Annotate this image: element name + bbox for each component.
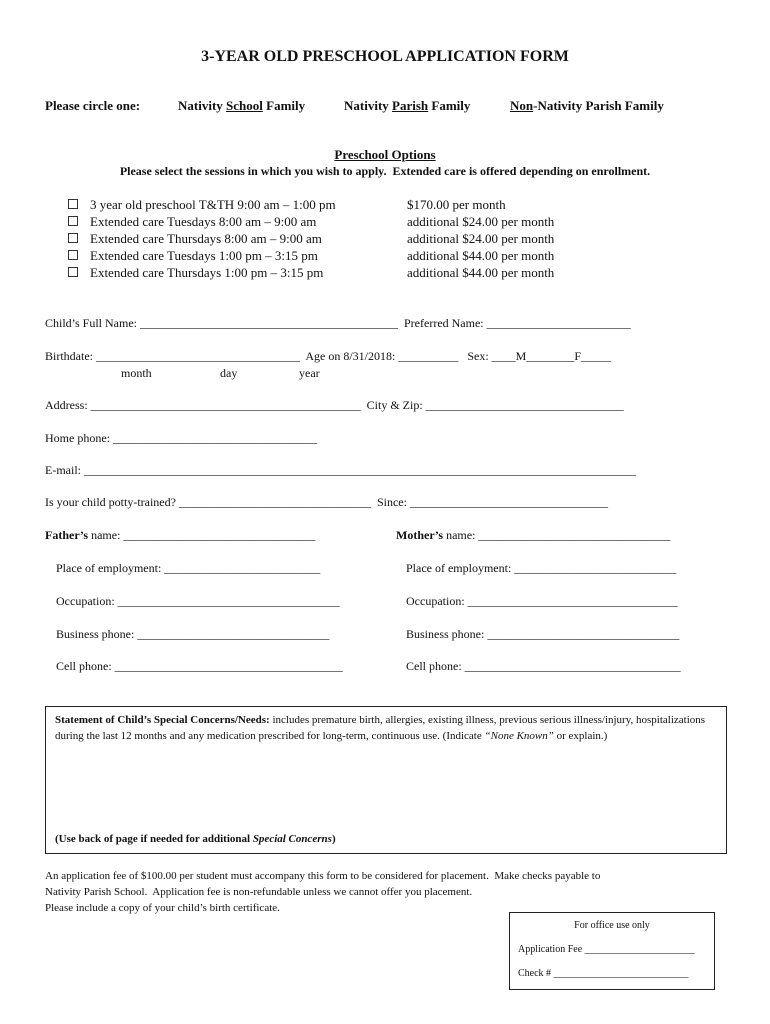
father-cell-phone-field[interactable]: Cell phone: ______________________________________ (56, 659, 343, 673)
form-title: 3-YEAR OLD PRESCHOOL APPLICATION FORM (201, 48, 569, 65)
session-row[interactable]: Extended care Tuesdays 1:00 pm – 3:15 pm (68, 248, 318, 264)
father-name-field[interactable]: Father’s name: ________________________________ (45, 528, 316, 542)
father-business-phone-field[interactable]: Business phone: ________________________________ (56, 627, 330, 641)
birthdate-year-label: year (299, 366, 320, 380)
session-price: additional $24.00 per month (407, 214, 555, 229)
mother-employment-field[interactable]: Place of employment: ___________________________ (406, 561, 677, 575)
session-row[interactable]: Extended care Thursdays 8:00 am – 9:00 am (68, 231, 322, 247)
session-price: $170.00 per month (407, 197, 506, 212)
office-check-field[interactable]: Check # ___________________________ (518, 968, 689, 979)
session-price: additional $44.00 per month (407, 248, 555, 263)
session-row[interactable]: 3 year old preschool T&TH 9:00 am – 1:00 pm (68, 197, 336, 213)
birthdate-month-label: month (121, 366, 152, 380)
checkbox[interactable] (68, 250, 78, 260)
father-occupation-field[interactable]: Occupation: _____________________________________ (56, 594, 340, 608)
option-non-nativity-parish-family[interactable]: Non-Nativity Parish Family (510, 98, 664, 113)
father-employment-field[interactable]: Place of employment: __________________________ (56, 561, 321, 575)
special-concerns-text: Statement of Child’s Special Concerns/Needs: includes premature birth, allergies, existing illness, previous serious illness/injury, hospitalizations during the last 12 months and any medication prescribed for long-term, continuous use. (Indicate “None Known” or explain.) (55, 714, 706, 742)
child-name-field[interactable]: Child’s Full Name: ___________________________________________ Preferred Name: ________________________ (45, 316, 631, 330)
session-price: additional $44.00 per month (407, 265, 555, 280)
potty-trained-field[interactable]: Is your child potty-trained? ________________________________ Since: _________________________________ (45, 495, 608, 509)
checkbox[interactable] (68, 267, 78, 277)
office-use-title: For office use only (574, 920, 650, 931)
home-phone-field[interactable]: Home phone: __________________________________ (45, 431, 317, 445)
checkbox[interactable] (68, 233, 78, 243)
address-field[interactable]: Address: _____________________________________________ City & Zip: _________________________________ (45, 398, 624, 412)
mother-business-phone-field[interactable]: Business phone: ________________________________ (406, 627, 680, 641)
circle-one-label: Please circle one: (45, 98, 141, 113)
session-row[interactable]: Extended care Tuesdays 8:00 am – 9:00 am (68, 214, 316, 230)
email-field[interactable]: E-mail: ____________________________________________________________________________________________ (45, 463, 636, 477)
option-nativity-parish-family[interactable]: Nativity Parish Family (344, 98, 471, 113)
preschool-options-heading: Preschool Options (334, 147, 436, 162)
birthdate-field[interactable]: Birthdate: __________________________________ Age on 8/31/2018: __________ Sex: ____M________F_____ (45, 349, 611, 363)
mother-occupation-field[interactable]: Occupation: ___________________________________ (406, 594, 678, 608)
office-application-fee-field[interactable]: Application Fee ______________________ (518, 944, 695, 955)
session-price: additional $24.00 per month (407, 231, 555, 246)
birthdate-day-label: day (220, 366, 238, 380)
application-fee-note: An application fee of $100.00 per student must accompany this form to be considered for placement. Make checks payable to Nativity Parish School. Application fee is non-refundable unless we cannot offer you placement. Please include a copy of your child’s birth certificate. (45, 870, 601, 914)
checkbox[interactable] (68, 199, 78, 209)
mother-name-field[interactable]: Mother’s name: ________________________________ (396, 528, 671, 542)
session-row[interactable]: Extended care Thursdays 1:00 pm – 3:15 pm (68, 265, 323, 281)
options-instruction: Please select the sessions in which you wish to apply. Extended care is offered depending on enrollment. (119, 164, 651, 178)
option-nativity-school-family[interactable]: Nativity School Family (178, 98, 306, 113)
checkbox[interactable] (68, 216, 78, 226)
special-concerns-footer: (Use back of page if needed for additional Special Concerns) (55, 833, 336, 845)
mother-cell-phone-field[interactable]: Cell phone: ____________________________________ (406, 659, 681, 673)
